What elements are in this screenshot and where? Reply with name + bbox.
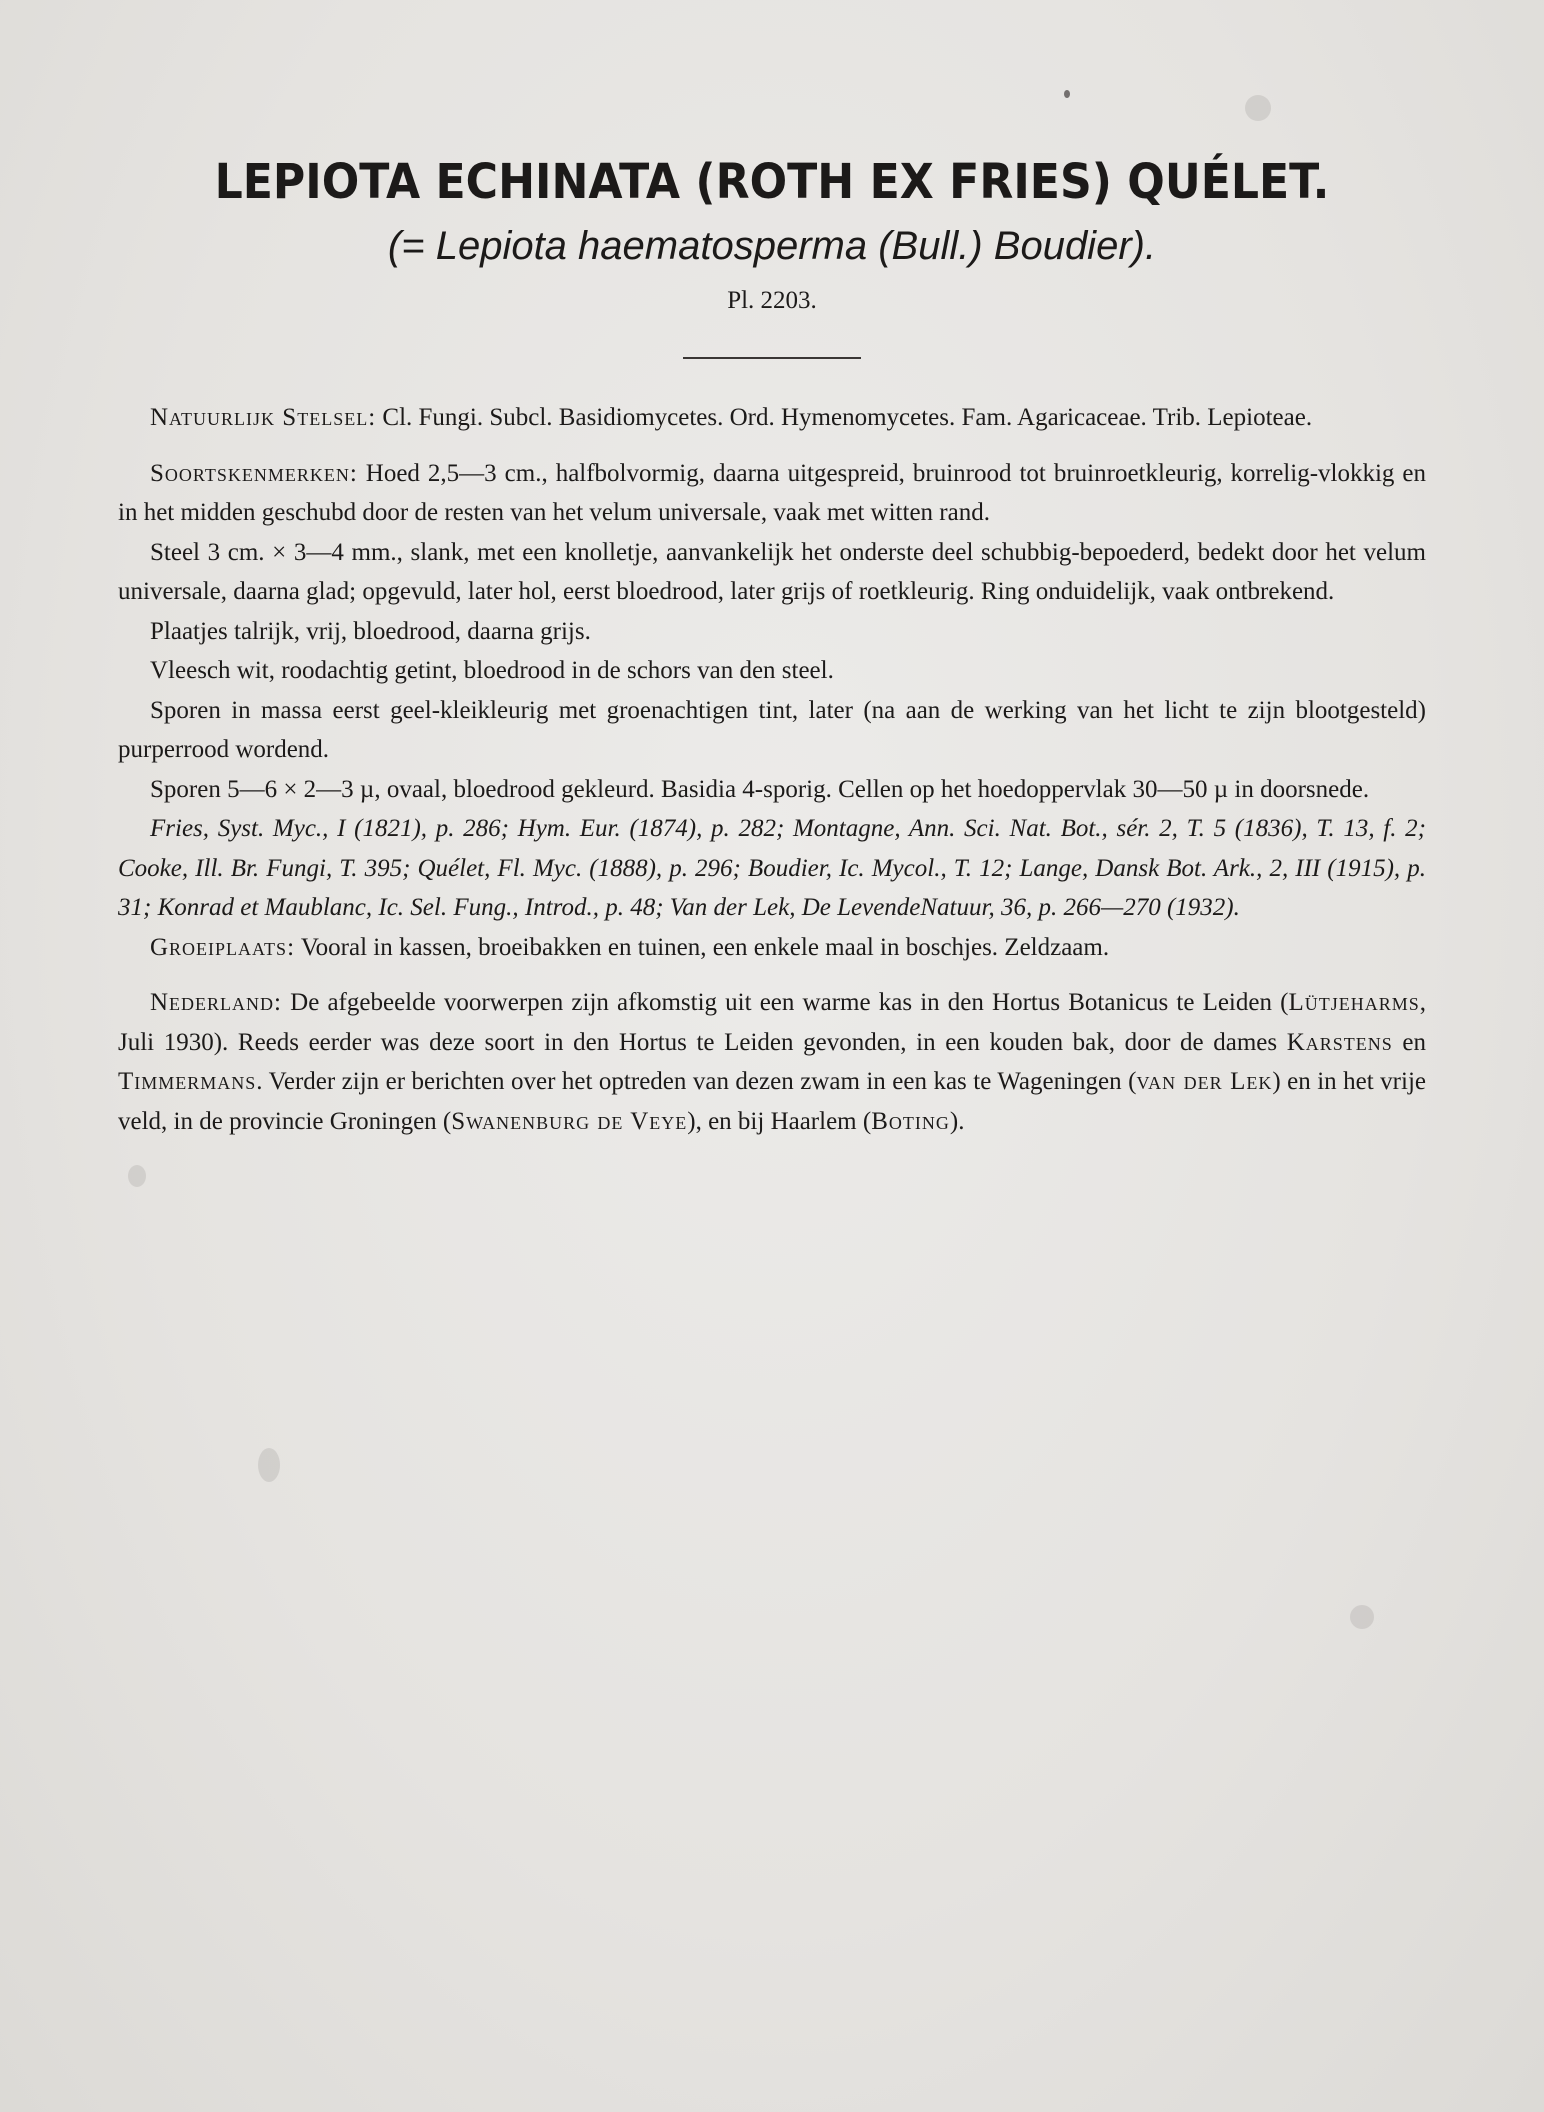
page-subtitle: (= Lepiota haematosperma (Bull.) Boudier).	[387, 224, 1157, 268]
paragraph-vleesch: Vleesch wit, roodachtig getint, bloedrood in de schors van den steel.	[150, 657, 834, 684]
paragraph-plaatjes: Plaatjes talrijk, vrij, bloedrood, daarna grijs.	[150, 617, 591, 645]
section-text: Hoed 2,5—3 cm., halfbolvormig, daarna uitgespreid, bruinrood tot bruinroetkleurig, korrelig-vlokkig en in het midden geschubd door de resten van het velum universale, vaak met witten rand.	[118, 459, 1426, 526]
section-text: ).	[949, 1107, 965, 1135]
section-label: Soortskenmerken:	[150, 459, 358, 487]
article-body	[118, 398, 1426, 1141]
paper-stain	[1245, 95, 1271, 121]
person-name: Swanenburg de Veye	[451, 1107, 688, 1135]
paper-stain	[1350, 1605, 1374, 1629]
section-text: . Verder zijn er berichten over het optreden van dezen zwam in een kas te Wageningen (	[256, 1068, 1137, 1095]
person-name: van der Lek	[1136, 1068, 1273, 1095]
paper-stain	[128, 1165, 146, 1187]
section-text: Vooral in kassen, broeibakken en tuinen, een enkele maal in boschjes. Zeldzaam.	[295, 933, 1110, 961]
article-header	[0, 150, 1544, 318]
ink-speck	[1064, 90, 1070, 98]
person-name: Lütjeharms	[1288, 989, 1420, 1016]
section-text: De afgebeelde voorwerpen zijn afkomstig uit een warme kas in den Hortus Botanicus te Leiden (	[282, 989, 1289, 1016]
page-title: LEPIOTA ECHINATA (ROTH EX FRIES) QUÉLET.	[214, 154, 1330, 210]
paper-stain	[258, 1448, 280, 1482]
paragraph-nederland	[118, 983, 1426, 1141]
paragraph-stelsel	[118, 398, 1426, 438]
paragraph-sporen-massa: Sporen in massa eerst geel-kleikleurig met groenachtigen tint, later (na aan de werking van het licht te zijn blootgesteld) purperrood wordend.	[118, 696, 1426, 763]
person-name: Boting	[871, 1107, 950, 1135]
paragraph-kenmerken	[118, 454, 1426, 533]
paragraph-literatuur: Fries, Syst. Myc., I (1821), p. 286; Hym. Eur. (1874), p. 282; Montagne, Ann. Sci. Nat. Bot., sér. 2, T. 5 (1836), T. 13, f. 2; Cooke, Ill. Br. Fungi, T. 395; Quélet, Fl. Myc. (1888), p. 296; Boudier, Ic. Mycol., T. 12; Lange, Dansk Bot. Ark., 2, III (1915), p. 31; Konrad et Maublanc, Ic. Sel. Fung., Introd., p. 48; Van der Lek, De LevendeNatuur, 36, p. 266—270 (1932).	[118, 815, 1426, 921]
paragraph-sporen-maat: Sporen 5—6 × 2—3 µ, ovaal, bloedrood gekleurd. Basidia 4-sporig. Cellen op het hoedoppervlak 30—50 µ in doorsnede.	[150, 775, 1370, 803]
section-text: ) en in het vrije veld, in de provincie Groningen (	[118, 1068, 1426, 1135]
section-label: Groeiplaats:	[150, 933, 296, 961]
section-text: , Juli 1930). Reeds eerder was deze soort in den Hortus te Leiden gevonden, in een kouden bak, door de dames	[118, 989, 1426, 1056]
paragraph-steel: Steel 3 cm. × 3—4 mm., slank, met een knolletje, aanvankelijk het onderste deel schubbig-bepoederd, bedekt door het velum universale, daarna glad; opgevuld, later hol, eerst bloedrood, later grijs of roetkleurig. Ring onduidelijk, vaak ontbrekend.	[118, 538, 1426, 605]
section-label: Natuurlijk Stelsel:	[150, 404, 377, 431]
person-name: Karstens	[1286, 1028, 1393, 1056]
section-text: en	[1392, 1028, 1426, 1056]
title-divider	[683, 357, 861, 359]
section-label: Nederland:	[150, 989, 282, 1016]
section-text: Cl. Fungi. Subcl. Basidiomycetes. Ord. Hymenomycetes. Fam. Agaricaceae. Trib. Lepioteae.	[376, 404, 1313, 431]
person-name: Timmermans	[118, 1068, 257, 1095]
plate-number: Pl. 2203.	[727, 287, 817, 314]
paragraph-groeiplaats	[118, 928, 1426, 968]
section-text: ), en bij Haarlem (	[687, 1107, 872, 1135]
